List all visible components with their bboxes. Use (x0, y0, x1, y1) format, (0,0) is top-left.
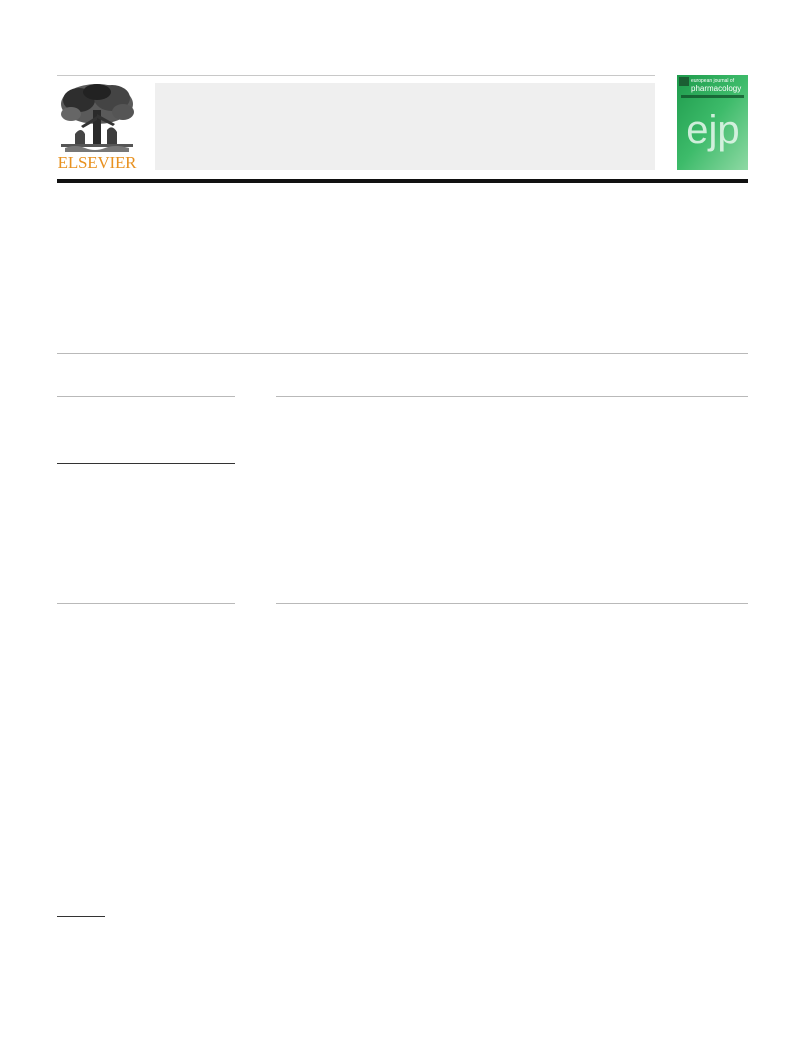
journal-cover (677, 75, 748, 170)
header-top-rule (57, 75, 655, 76)
journal-header-band (155, 83, 655, 170)
article-info-mid-rule (57, 463, 235, 464)
article-info-top-rule (57, 396, 235, 397)
abstract-top-rule (276, 396, 748, 397)
cover-journal-line2: pharmacology (691, 84, 742, 93)
header-thick-rule (57, 179, 748, 183)
cover-monogram: ejp (686, 108, 740, 152)
title-block-divider (57, 353, 748, 354)
elsevier-wordmark: ELSEVIER (57, 153, 137, 172)
cover-journal-line1: european journal of (691, 78, 735, 84)
elsevier-logo (57, 82, 137, 172)
footnote-rule (57, 916, 105, 917)
article-info-bottom-rule (57, 603, 235, 604)
abstract-bottom-rule (276, 603, 748, 604)
elsevier-tree-icon (57, 82, 137, 154)
